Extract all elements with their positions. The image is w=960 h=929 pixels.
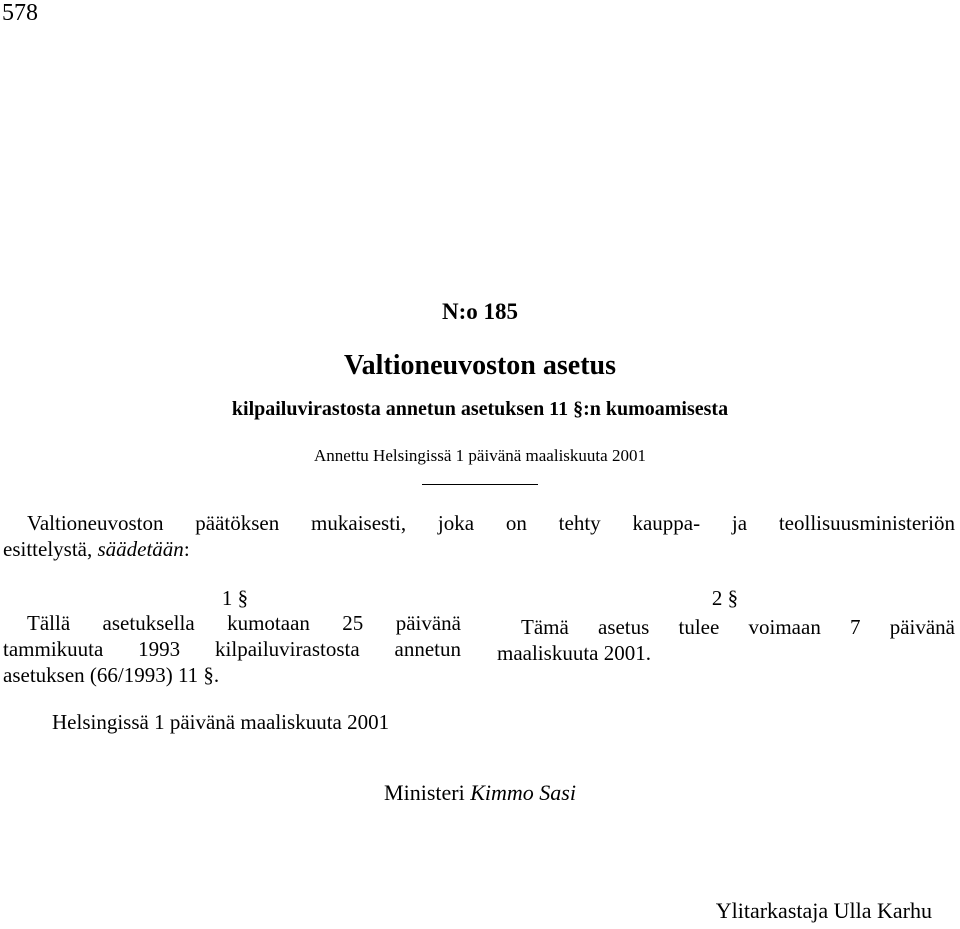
section-1-line: tammikuuta 1993 kilpailuvirastosta annetun (3, 637, 461, 661)
issued-line: Annettu Helsingissä 1 päivänä maaliskuuta 2001 (314, 446, 646, 465)
minister-signature (0, 780, 960, 806)
preamble-enacting-word: säädetään (97, 537, 184, 561)
preamble-line-2 (3, 537, 190, 561)
minister-title: Ministeri (384, 780, 465, 805)
section-2-line: maaliskuuta 2001. (497, 641, 651, 665)
preamble-colon: : (183, 537, 190, 561)
section-1-line: Tällä asetuksella kumotaan 25 päivänä (27, 611, 461, 635)
header-divider (422, 484, 538, 485)
section-2-line: Tämä asetus tulee voimaan 7 päivänä (521, 615, 955, 639)
document-title: Valtioneuvoston asetus (343, 350, 616, 381)
preamble-text: esittelystä, (3, 537, 98, 561)
section-2-text (497, 614, 955, 666)
section-1-number: 1 § (221, 586, 249, 610)
preamble-line-1: Valtioneuvoston päätöksen mukaisesti, joka on tehty kauppa- ja teollisuusministeriön (27, 511, 955, 535)
document-subtitle: kilpailuvirastosta annetun asetuksen 11 §:n kumoamisesta (231, 398, 729, 420)
section-1-line: asetuksen (66/1993) 11 §. (3, 663, 220, 687)
minister-name: Kimmo Sasi (470, 780, 576, 805)
statute-number: N:o 185 (441, 299, 519, 324)
page-number: 578 (2, 0, 38, 26)
preamble (3, 510, 955, 562)
section-1-text (3, 610, 461, 688)
official-signature: Ylitarkastaja Ulla Karhu (715, 898, 932, 923)
section-2-number: 2 § (711, 586, 739, 610)
signing-place-date: Helsingissä 1 päivänä maaliskuuta 2001 (52, 710, 390, 734)
